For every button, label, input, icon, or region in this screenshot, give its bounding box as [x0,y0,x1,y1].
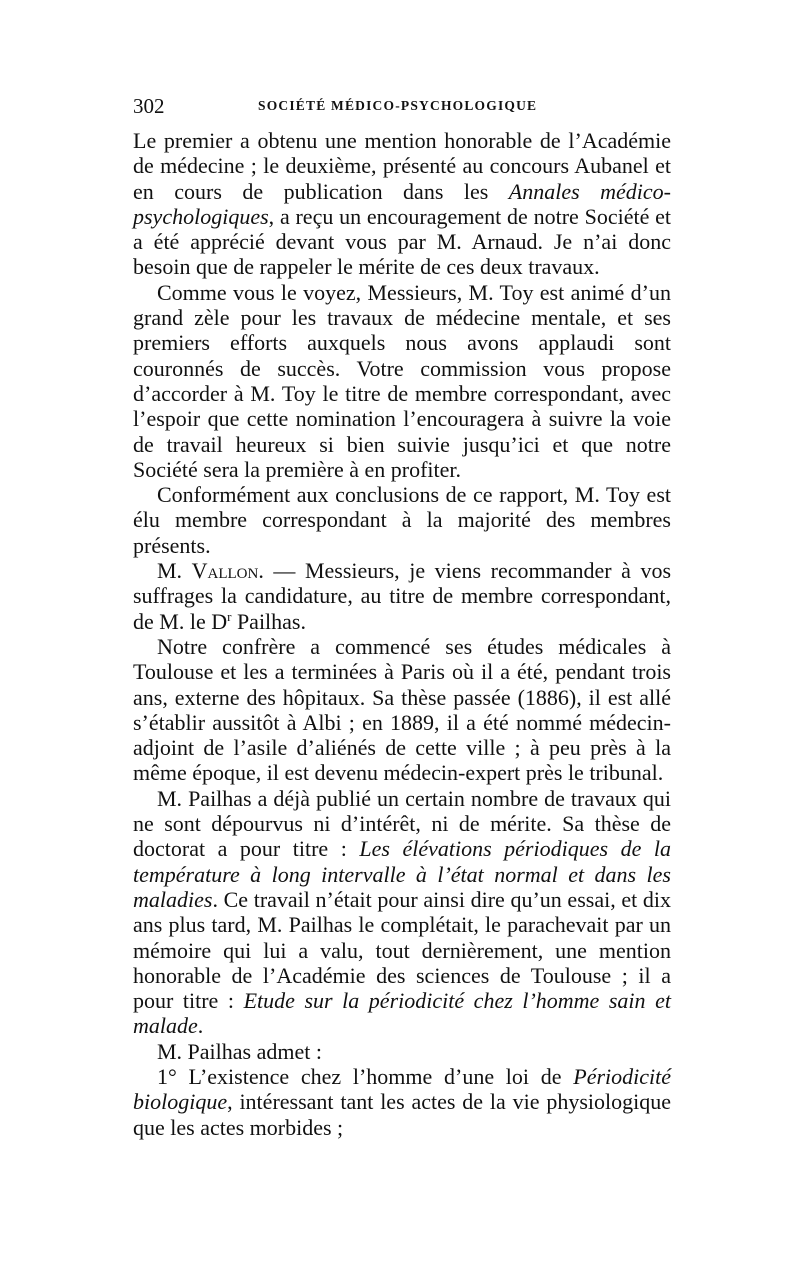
paragraph-6 [133,786,671,1039]
paragraph-6-mid: . Ce travail n’était pour ainsi dire qu’un essai, et dix ans plus tard, M. Pailhas le complétait, le parachevait par un mémoire qui lui a valu, tout dernièrement, une mention honorable de l’Académie des sciences de Toulouse ; il a pour titre : [133,886,671,1014]
speaker-name: Vallon [191,558,259,584]
memoir-title: Etude sur la périodicité chez l’homme sain et malade [133,988,671,1039]
paragraph-4 [133,558,671,634]
paragraph-5: Notre confrère a commencé ses études médicales à Toulouse et les a terminées à Paris où il a été, pendant trois ans, externe des hôpitaux. Sa thèse passée (1886), il est allé s’établir aussitôt à Albi ; en 1889, il a été nommé médecin-adjoint de l’asile d’aliénés de cette ville ; à peu près à la même époque, il est devenu médecin-expert près le tribunal. [133,633,671,786]
paragraph-1-text: Le premier a obtenu une mention honorable de l’Académie de médecine ; le deuxième, présenté au concours Aubanel et en cours de publication dans les [133,128,671,204]
paragraph-8 [133,1064,671,1140]
body-text [133,128,671,1140]
paragraph-3: Conformément aux conclusions de ce rapport, M. Toy est élu membre correspondant à la majorité des membres présents. [133,482,671,558]
speaker-prefix: M. [157,558,192,584]
paragraph-2: Comme vous le voyez, Messieurs, M. Toy est animé d’un grand zèle pour les travaux de médecine mentale, et ses premiers efforts auxquels nous avons applaudi sont couronnés de succès. Votre commission vous propose d’accorder à M. Toy le titre de membre correspondant, avec l’espoir que cette nomination l’encouragera à suivre la voie de travail heureux si bien suivie jusqu’ici et que notre Société sera la première à en profiter. [133,279,671,482]
doctor-superscript: r [227,608,232,624]
thesis-title: Les élévations périodiques de la température à long intervalle à l’état normal et dans les maladies [133,836,671,912]
paragraph-8-end: , intéressant tant les actes de la vie physiologique que les actes morbides ; [133,1089,671,1140]
paragraph-8-text: 1° L’existence chez l’homme d’une loi de [157,1063,574,1089]
paragraph-4-text: . — Messieurs, je viens recommander à vos suffrages la candidature, au titre de membre correspondant, de M. le D [133,558,672,634]
running-title: SOCIÉTÉ MÉDICO-PSYCHOLOGIQUE [258,98,538,113]
journal-title-annales: Annales médico-psychologiques [133,178,671,229]
page-header [133,94,683,116]
page-number: 302 [133,94,165,118]
paragraph-1 [133,128,671,280]
paragraph-7: M. Pailhas admet : [157,1038,322,1064]
paragraph-6-end: . [197,1013,204,1039]
paragraph-4-end: Pailhas. [231,608,306,634]
paragraph-6-text: M. Pailhas a déjà publié un certain nombre de travaux qui ne sont dépourvus ni d’intérêt, ni de mérite. Sa thèse de doctorat a pour titre : [133,785,671,862]
periodicity-term: Périodicité biologique [133,1063,671,1115]
paragraph-1-end: , a reçu un encouragement de notre Société et a été apprécié devant vous par M. Arnaud. Je n’ai donc besoin que de rappeler le mérite de ces deux travaux. [133,203,671,280]
